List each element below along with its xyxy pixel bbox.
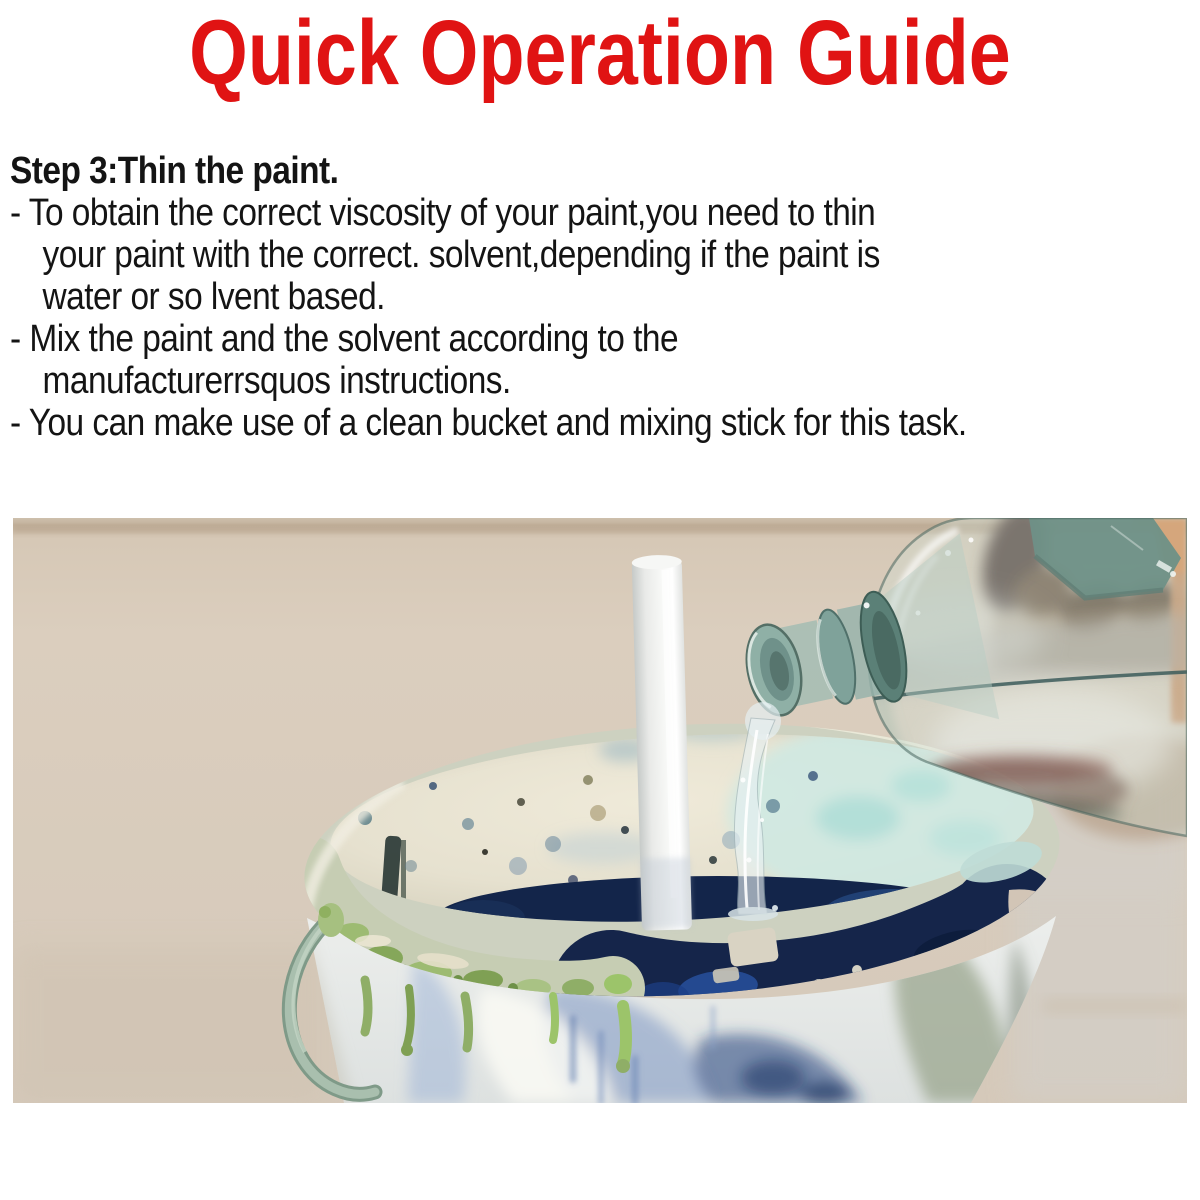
mixing-stick bbox=[632, 554, 692, 930]
step-heading: Step 3:Thin the paint. bbox=[10, 150, 339, 192]
instruction-photo bbox=[13, 518, 1187, 1103]
page-title-text: Quick Operation Guide bbox=[189, 2, 1011, 104]
photo-illustration bbox=[13, 518, 1187, 1103]
instruction-line: your paint with the correct. solvent,depending if the paint is bbox=[42, 234, 880, 276]
page-title bbox=[0, 0, 1200, 102]
instruction-line: water or so lvent based. bbox=[42, 276, 385, 318]
instructions-block bbox=[10, 150, 967, 444]
instruction-line: - Mix the paint and the solvent according to the bbox=[10, 318, 679, 360]
water-splash bbox=[728, 907, 778, 921]
instruction-line: manufacturerrsquos instructions. bbox=[42, 360, 511, 402]
instruction-line: - To obtain the correct viscosity of your paint,you need to thin bbox=[10, 192, 876, 234]
instruction-line: - You can make use of a clean bucket and mixing stick for this task. bbox=[10, 402, 967, 444]
